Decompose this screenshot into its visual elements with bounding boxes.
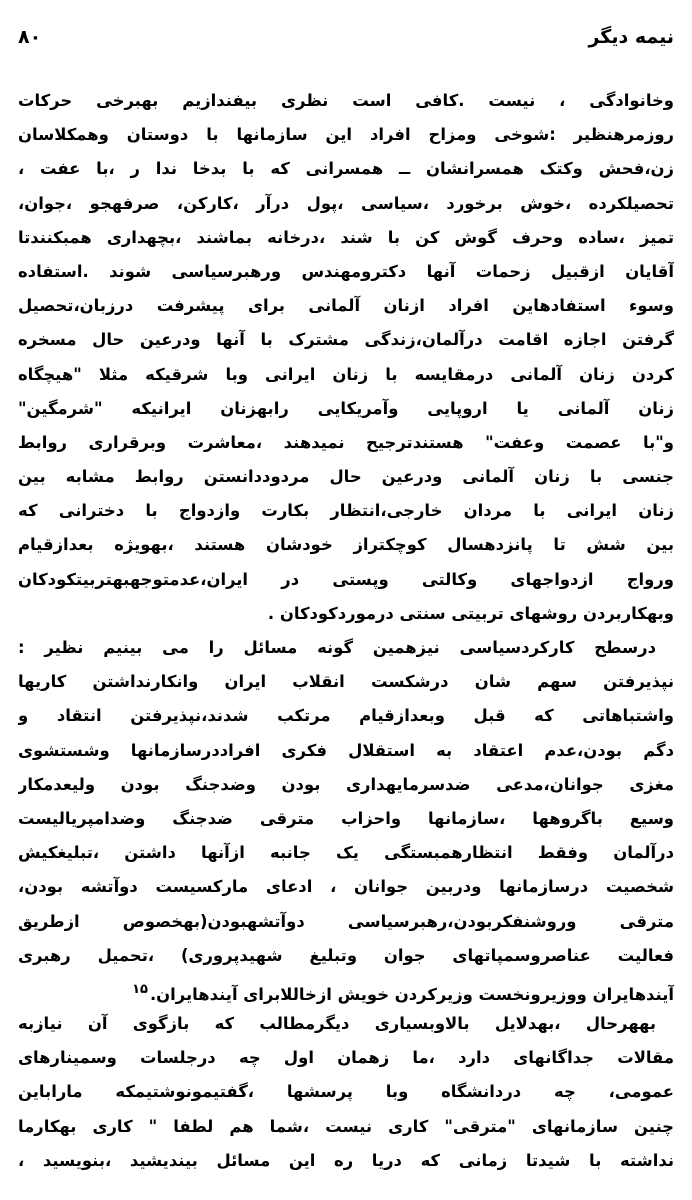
text-line: مقالات جداگانهای دارد ،ما زهمان اول چه درجلسات وسمینارهای — [18, 1048, 674, 1068]
text-line: روزمرهنظیر :شوخی ومزاح افراد این سازمانها با دوستان وهمکلاسان — [18, 125, 674, 145]
text-line: درآلمان وفقط انتظارهمبستگی یک جانبه ازآنها داشتن ،تبلیغکیش — [18, 843, 674, 863]
text-line: درسطح کارکردسیاسی نیزهمین گونه مسائل را می بینیم نظیر : — [18, 638, 656, 657]
text-line: آقایان ازقبیل زحمات آنها دکترومهندس ورهبرسیاسی شوند .استفاده — [18, 261, 674, 281]
text-line: دگم بودن،عدم اعتقاد به استقلال فکری افراددرسازمانها وشستشوی — [18, 740, 674, 760]
text-line: کردن زنان آلمانی درمقایسه با زنان ایرانی وبا شرقیکه مثلا "هیچگاه — [18, 364, 674, 384]
running-title: نیمه دیگر — [588, 26, 674, 48]
text-line: گرفتن اجازه اقامت درآلمان،زندگی مشترک با آنها ودرعین حال مسخره — [18, 330, 674, 350]
text-line: عمومی، چه دردانشگاه وبا پرسشها ،گفتیمونوشتیمکه ماراباین — [18, 1082, 674, 1102]
text-line: و"با عصمت وعفت" هستندترجیح نمیدهند ،معاشرت وبرقراری روابط — [18, 432, 674, 452]
text-line: مغزی جوانان،مدعی ضدسرمایهداری بودن وضدجنگ بودن ولیعدمکار — [18, 774, 674, 794]
text-line: تمیز ،ساده وحرف گوش کن با شند ،درخانه بماشند ،بچهداری همبکنندتا — [18, 227, 674, 247]
text-line: تحصیلکرده ،خوش برخورد ،سیاسی ،پول درآر ،کارکن، صرفهجو ،جوان، — [18, 193, 674, 213]
text-line: بین شش تا پانزدهسال کوچکتراز خودشان هستند ،بهویژه بعدازقیام — [18, 535, 674, 555]
page-header — [18, 24, 674, 54]
text-line: وبهکاربردن روشهای تربیتی سنتی درموردکودکان . — [267, 603, 674, 623]
text-line: ورواج ازدواجهای وکالتی وپستی در ایران،عدمتوجهبهتربیتکودکان — [18, 569, 674, 589]
text-line: مترقی وروشنفکربودن،رهبرسیاسی دوآتشهبودن(بهخصوص ازطریق — [18, 911, 674, 931]
text-line: جنسی با زنان آلمانی ودرعین حال مردوددانستن روابط مشابه بین — [18, 467, 674, 487]
text-line: فعالیت عناصروسمپاتهای جوان وتبلیغ شهیدپروری) ،تحمیل رهبری — [18, 945, 674, 965]
text-line: وسیع باگروهها ،سازمانها واحزاب مترقی ضدجنگ وضدامپریالیست — [18, 808, 674, 828]
text-line-with-footnote — [18, 973, 674, 1007]
text-line: آیندهایران ووزیرونخست وزیرکردن خویش ازخاللابرای آیندهایران. — [149, 984, 674, 1004]
text-line: بههرحال ،بهدلایل بالاوبسیاری دیگرمطالب که بازگوی آن نیازبه — [18, 1014, 656, 1034]
text-line: واشتباهاتی که قبل وبعدازقیام مرتکب شدند،نپذیرفتن انتقاد و — [18, 706, 674, 726]
text-line: زن،فحش وکتک همسرانشان ــ همسرانی که با بدخا ندا ر ،با عفت ، — [18, 159, 674, 179]
text-line: وسوء استفادهاین افراد ازنان آلمانی برای پیشرفت درزبان،تحصیل — [18, 296, 674, 316]
footnote-reference: ۱۵ — [132, 981, 148, 997]
text-line: زنان آلمانی یا اروپایی وآمریکایی رابهزنان ایرانیکه "شرمگین" — [18, 398, 674, 418]
text-line: نداشته با شیدتا زمانی که دریا ره این مسائل بیندیشید ،بنویسید ، — [18, 1150, 674, 1170]
text-line: زنان ایرانی با مردان خارجی،انتظار بکارت وازدواج با دخترانی که — [18, 501, 674, 521]
text-line: وخانوادگی ، نیست .کافی است نظری بیفندازیم بهبرخی حرکات — [18, 91, 674, 110]
text-line: شخصیت درسازمانها ودربین جوانان ، ادعای مارکسیست دوآتشه بودن، — [18, 877, 674, 897]
page-number: ۸۰ — [18, 26, 42, 48]
text-line: چنین سازمانهای "مترقی" کاری نیست ،شما هم لطفا " کاری بهکارما — [18, 1116, 674, 1136]
body-text — [18, 84, 674, 1178]
text-line: نپذیرفتن سهم شان درشکست انقلاب ایران وانکارنداشتن کاریها — [18, 672, 674, 692]
